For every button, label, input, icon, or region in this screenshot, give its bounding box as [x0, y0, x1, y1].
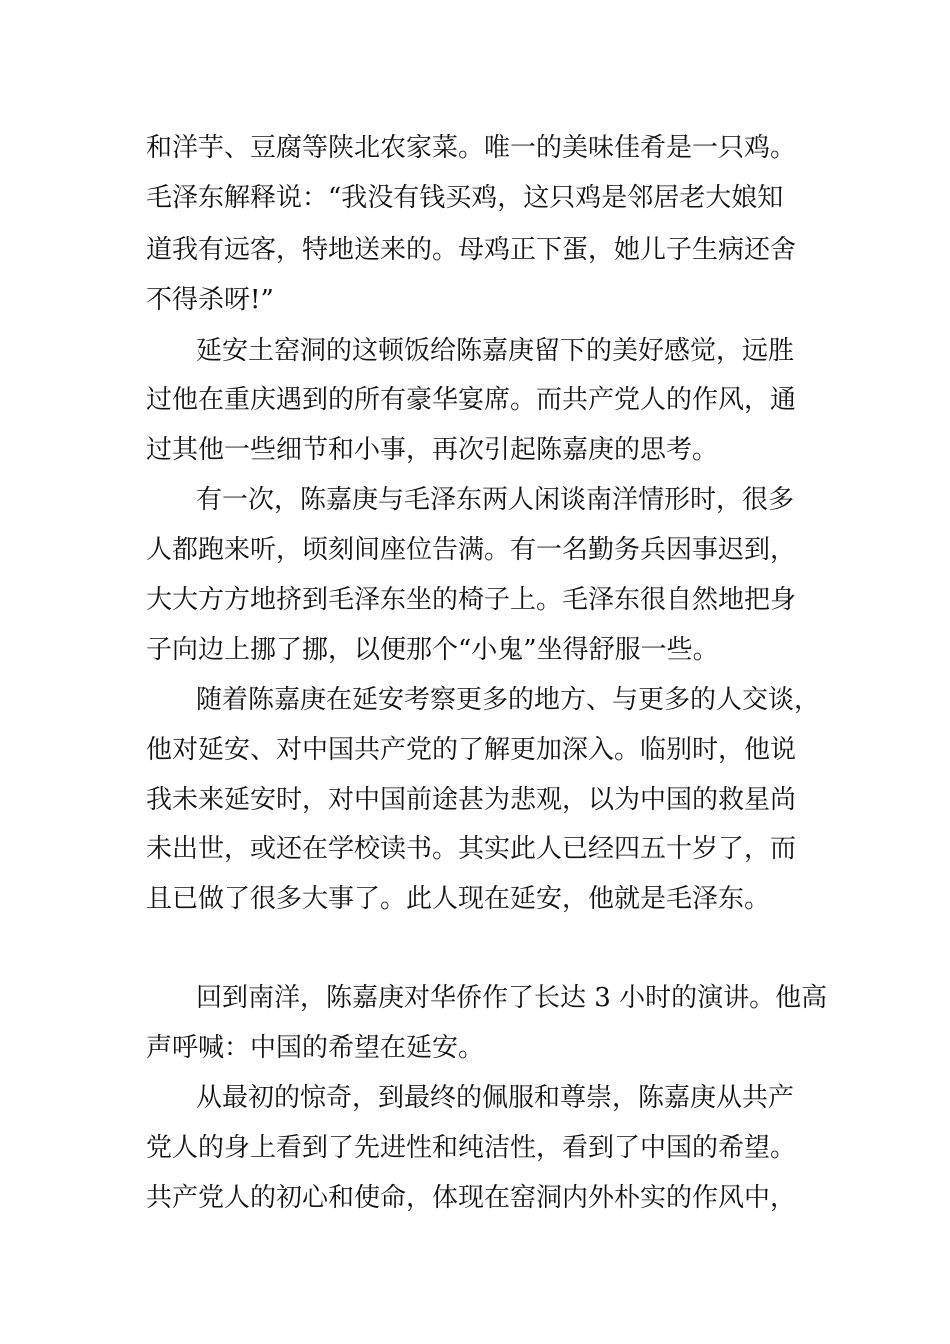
text-line: 党人的身上看到了先进性和纯洁性，看到了中国的希望。	[146, 1133, 797, 1163]
text-line: 且已做了很多大事了。此人现在延安，他就是毛泽东。	[146, 884, 771, 914]
text-line: 他对延安、对中国共产党的了解更加深入。临别时，他说	[146, 735, 797, 765]
text-line: 共产党人的初心和使命，体现在窑洞内外朴实的作风中，	[146, 1183, 797, 1213]
text-line: 子向边上挪了挪，以便那个“小鬼”坐得舒服一些。	[146, 635, 719, 665]
text-line: 道我有远客，特地送来的。母鸡正下蛋，她儿子生病还舍	[146, 235, 797, 265]
text-line: 未出世，或还在学校读书。其实此人已经四五十岁了，而	[146, 834, 797, 864]
text-line: 和洋芋、豆腐等陕北农家菜。唯一的美味佳肴是一只鸡。	[146, 133, 797, 163]
text-line: 声呼喊：中国的希望在延安。	[146, 1033, 485, 1063]
text-line: 延安土窑洞的这顿饭给陈嘉庚留下的美好感觉，远胜	[196, 336, 795, 366]
text-line: 大大方方地挤到毛泽东坐的椅子上。毛泽东很自然地把身	[146, 585, 797, 615]
text-line: 人都跑来听，顷刻间座位告满。有一名勤务兵因事迟到，	[146, 535, 797, 565]
text-line: 从最初的惊奇，到最终的佩服和尊崇，陈嘉庚从共产	[196, 1083, 795, 1113]
text-line: 毛泽东解释说：“我没有钱买鸡，这只鸡是邻居老大娘知	[146, 183, 784, 213]
text-line: 过他在重庆遇到的所有豪华宴席。而共产党人的作风，通	[146, 385, 797, 415]
text-line: 随着陈嘉庚在延安考察更多的地方、与更多的人交谈，	[196, 685, 821, 715]
text-line: 不得杀呀!”	[146, 285, 274, 315]
text-line: 我未来延安时，对中国前途甚为悲观，以为中国的救星尚	[146, 785, 797, 815]
text-line: 过其他一些细节和小事，再次引起陈嘉庚的思考。	[146, 435, 719, 465]
text-line: 有一次，陈嘉庚与毛泽东两人闲谈南洋情形时，很多	[196, 485, 795, 515]
text-line: 回到南洋，陈嘉庚对华侨作了长达 3 小时的演讲。他高	[196, 983, 828, 1013]
